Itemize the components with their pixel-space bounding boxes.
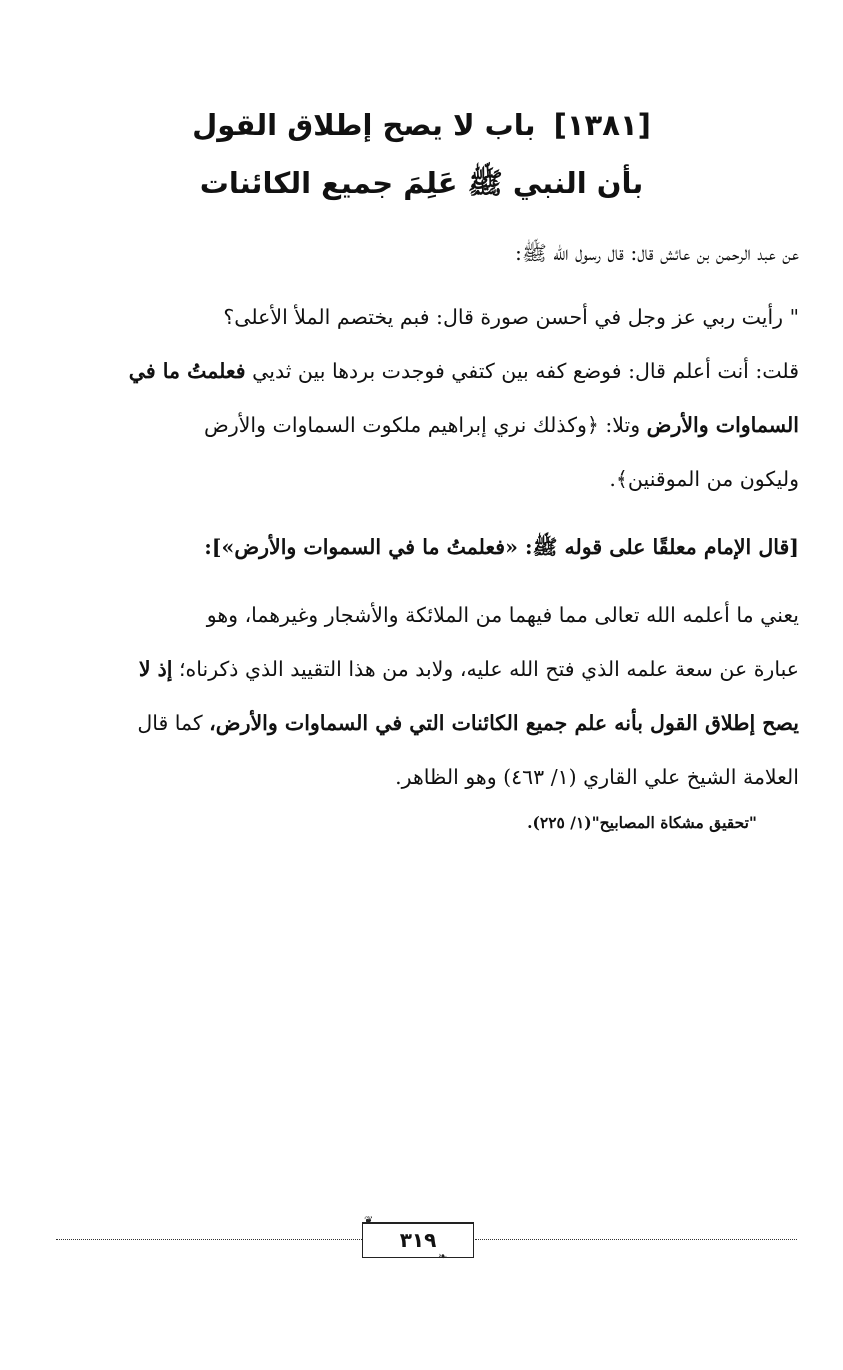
chapter-title-part-1: باب لا يصح إطلاق القول — [192, 108, 536, 142]
commentary-line-2 — [52, 642, 799, 696]
commentary-line-1: يعني ما أعلمه الله تعالى مما فيهما من الملائكة والأشجار وغيرهما، وهو — [206, 603, 799, 627]
isnad — [52, 226, 799, 280]
hadith-line-2-text: قلت: أنت أعلم قال: فوضع كفه بين كتفي فوجدت بردها بين ثديي — [252, 359, 799, 383]
chapter-number: [١٣٨١] — [553, 108, 651, 142]
commentary-line-2-emphasis: إذ لا — [138, 657, 173, 681]
hadith-line-3-emphasis: السماوات والأرض — [646, 413, 799, 437]
hadith-line-4: وليكون من الموقنين﴾. — [609, 467, 799, 491]
chapter-heading-line-1 — [60, 96, 783, 154]
hadith-line-2-emphasis: فعلمتُ ما في — [128, 359, 246, 383]
commentary-text — [52, 588, 799, 804]
hadith-line-3-text: وتلا: ﴿وكذلك نري إبراهيم ملكوت السماوات والأرض — [204, 413, 641, 437]
hadith-line-1: " رأيت ربي عز وجل في أحسن صورة قال: فبم يختصم الملأ الأعلى؟ — [223, 305, 799, 329]
commentary-line-3-text: كما قال — [137, 711, 203, 735]
footer-rule-right — [475, 1239, 797, 1240]
chapter-heading-line-2: بأن النبي ﷺ عَلِمَ جميع الكائنات — [199, 166, 644, 200]
hadith-line-2 — [52, 344, 799, 398]
commentary-line-4: العلامة الشيخ علي القاري (١/ ٤٦٣) وهو الظاهر. — [395, 765, 799, 789]
footer-rule-left — [56, 1239, 362, 1240]
imam-comment-heading-line: [قال الإمام معلقًا على قوله ﷺ: «فعلمتُ ما في السموات والأرض»]: — [204, 535, 799, 559]
commentary-line-3 — [52, 696, 799, 750]
ornament-icon: ❧ — [438, 1250, 448, 1263]
isnad-line: عن عبد الرحمن بن عائش قال: قال رسول الله ﷺ: — [515, 241, 799, 265]
page-body — [52, 226, 799, 838]
page-number-frame — [362, 1222, 474, 1258]
imam-comment-heading — [52, 520, 799, 574]
page-number: ٣١٩ — [399, 1228, 437, 1252]
source-citation: "تحقيق مشكاة المصابيح"(١/ ٢٢٥). — [527, 813, 757, 832]
chapter-heading — [60, 96, 783, 212]
commentary-line-2-text: عبارة عن سعة علمه الذي فتح الله عليه، ولابد من هذا التقييد الذي ذكرناه؛ — [179, 657, 799, 681]
hadith-text — [52, 290, 799, 506]
ornament-icon: ❦ — [364, 1214, 374, 1227]
commentary-line-3-emphasis: يصح إطلاق القول بأنه علم جميع الكائنات التي في السماوات والأرض، — [209, 711, 799, 735]
hadith-line-3 — [52, 398, 799, 452]
